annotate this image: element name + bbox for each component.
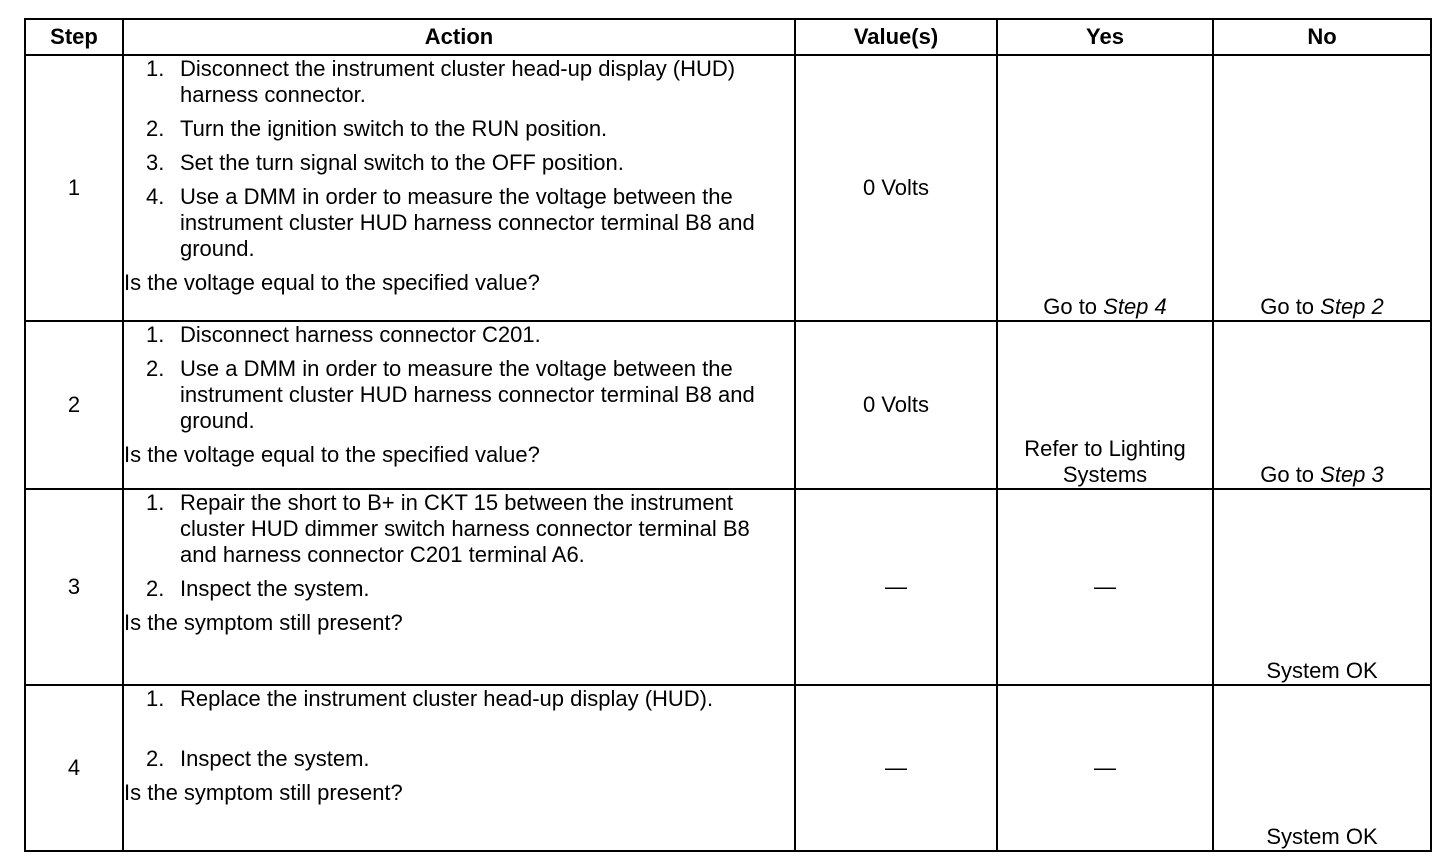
- list-item: 1. Repair the short to B+ in CKT 15 between the instrument cluster HUD dimmer switch harness connector terminal B8 and harness connector C201 terminal A6.: [146, 490, 750, 567]
- table-row: [25, 321, 1431, 489]
- header-step: Step: [25, 19, 123, 55]
- action-question: Is the voltage equal to the specified value?: [124, 442, 540, 467]
- list-item: 1. Replace the instrument cluster head-up display (HUD).: [146, 686, 714, 711]
- yes-cell: Go to Step 4: [997, 55, 1213, 321]
- value-cell: —: [795, 685, 997, 851]
- list-item: 2. Inspect the system.: [146, 576, 370, 601]
- list-item: 1. Disconnect harness connector C201.: [146, 322, 541, 347]
- action-question: Is the voltage equal to the specified value?: [124, 270, 540, 295]
- header-yes: Yes: [997, 19, 1213, 55]
- table-row: [25, 55, 1431, 321]
- value-cell: —: [795, 489, 997, 685]
- step-number: 4: [25, 685, 123, 851]
- list-item: 2. Use a DMM in order to measure the voltage between the instrument cluster HUD harness connector terminal B8 and ground.: [146, 356, 755, 433]
- action-cell: [123, 55, 795, 321]
- action-list: [124, 686, 794, 772]
- list-item: 2. Turn the ignition switch to the RUN position.: [146, 116, 608, 141]
- action-question: Is the symptom still present?: [124, 780, 403, 805]
- table-row: [25, 685, 1431, 851]
- list-item: 1. Disconnect the instrument cluster head-up display (HUD) harness connector.: [146, 56, 736, 107]
- table-row: [25, 489, 1431, 685]
- step-number: 1: [25, 55, 123, 321]
- header-row: [25, 19, 1431, 55]
- step-number: 3: [25, 489, 123, 685]
- header-value: Value(s): [795, 19, 997, 55]
- yes-cell: —: [997, 489, 1213, 685]
- action-cell: [123, 685, 795, 851]
- value-cell: 0 Volts: [795, 321, 997, 489]
- action-cell: [123, 321, 795, 489]
- yes-cell: —: [997, 685, 1213, 851]
- header-action: Action: [123, 19, 795, 55]
- action-list: [124, 490, 794, 602]
- no-cell: System OK: [1213, 489, 1431, 685]
- list-item: 2. Inspect the system.: [146, 746, 370, 771]
- yes-cell: Refer to Lighting Systems: [997, 321, 1213, 489]
- no-cell: Go to Step 3: [1213, 321, 1431, 489]
- list-item: 3. Set the turn signal switch to the OFF position.: [146, 150, 624, 175]
- step-number: 2: [25, 321, 123, 489]
- action-list: [124, 56, 794, 262]
- value-cell: 0 Volts: [795, 55, 997, 321]
- header-no: No: [1213, 19, 1431, 55]
- no-cell: Go to Step 2: [1213, 55, 1431, 321]
- action-cell: [123, 489, 795, 685]
- action-list: [124, 322, 794, 434]
- no-cell: System OK: [1213, 685, 1431, 851]
- action-question: Is the symptom still present?: [124, 610, 403, 635]
- diagnostic-table: [24, 18, 1432, 852]
- list-item: 4. Use a DMM in order to measure the voltage between the instrument cluster HUD harness connector terminal B8 and ground.: [146, 184, 755, 261]
